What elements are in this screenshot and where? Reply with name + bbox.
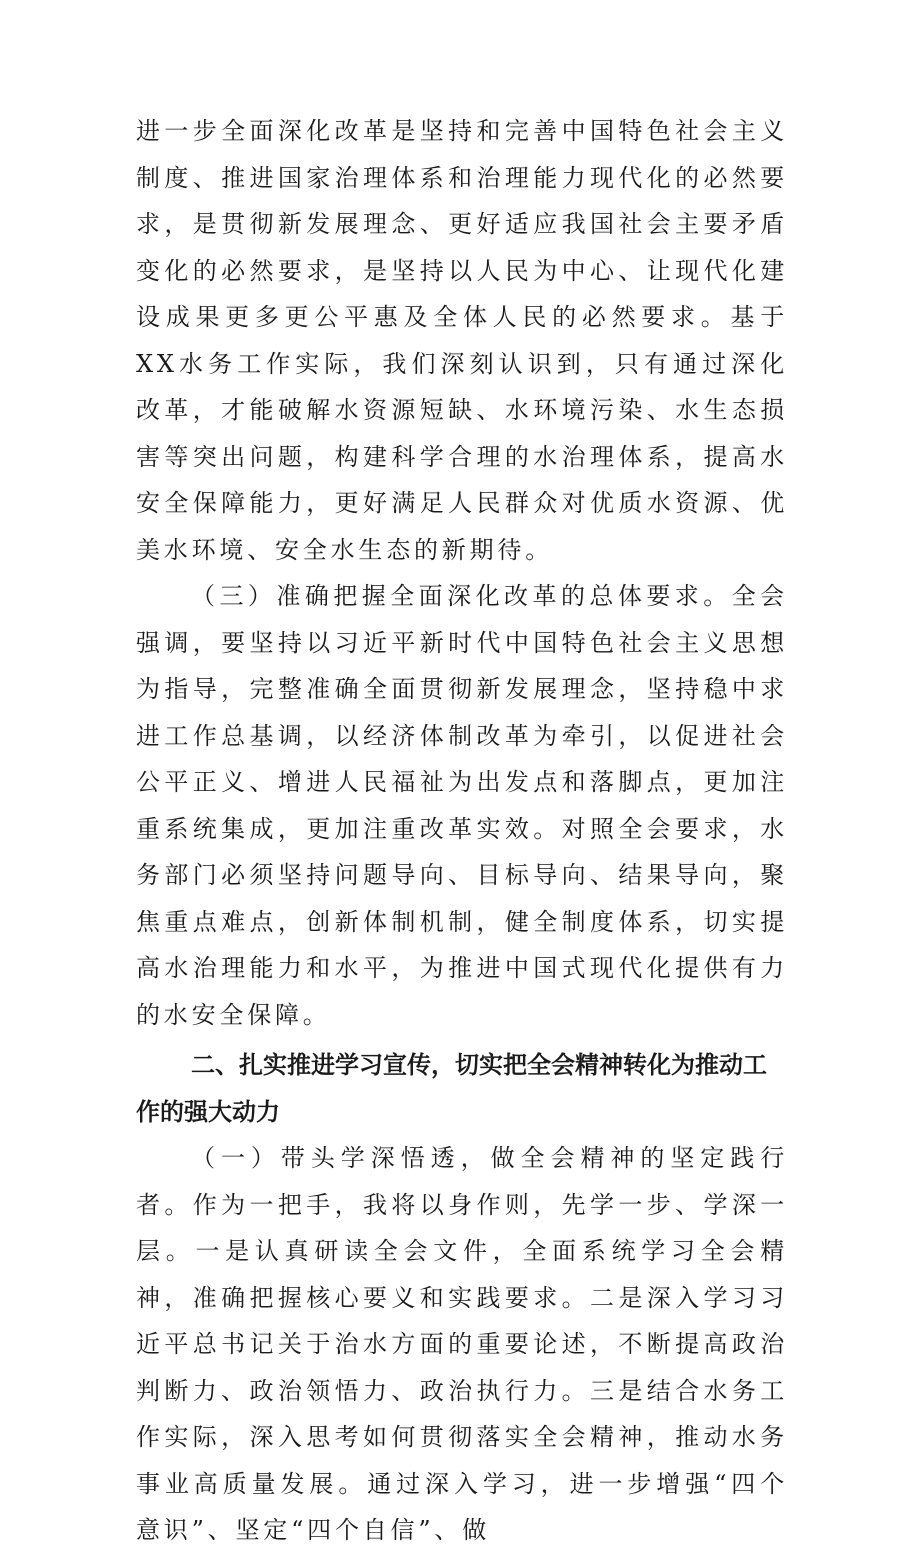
document-body [136, 108, 788, 1554]
section-heading: 二、扎实推进学习宣传，切实把全会精神转化为推动工作的强大动力 [136, 1051, 767, 1126]
body-paragraph-3: （一）带头学深悟透，做全会精神的坚定践行者。作为一把手，我将以身作则，先学一步、学深一层。一是认真研读全会文件，全面系统学习全会精神，准确把握核心要义和实践要求。二是深入学习习近平总书记关于治水方面的重要论述，不断提高政治判断力、政治领悟力、政治执行力。三是结合水务工作实际，深入思考如何贯彻落实全会精神，推动水务事业高质量发展。通过深入学习，进一步增强“四个意识”、坚定“四个自信”、做 [136, 1144, 788, 1544]
body-paragraph-2: （三）准确把握全面深化改革的总体要求。全会强调，要坚持以习近平新时代中国特色社会主义思想为指导，完整准确全面贯彻新发展理念，坚持稳中求进工作总基调，以经济体制改革为牵引，以促进社会公平正义、增进人民福祉为出发点和落脚点，更加注重系统集成，更加注重改革实效。对照全会要求，水务部门必须坚持问题导向、目标导向、结果导向，聚焦重点难点，创新体制机制，健全制度体系，切实提高水治理能力和水平，为推进中国式现代化提供有力的水安全保障。 [136, 582, 788, 1029]
body-paragraph-1: 进一步全面深化改革是坚持和完善中国特色社会主义制度、推进国家治理体系和治理能力现代化的必然要求，是贯彻新发展理念、更好适应我国社会主要矛盾变化的必然要求，是坚持以人民为中心、让现代化建设成果更多更公平惠及全体人民的必然要求。基于XX水务工作实际，我们深刻认识到，只有通过深化改革，才能破解水资源短缺、水环境污染、水生态损害等突出问题，构建科学合理的水治理体系，提高水安全保障能力，更好满足人民群众对优质水资源、优美水环境、安全水生态的新期待。 [136, 117, 788, 564]
